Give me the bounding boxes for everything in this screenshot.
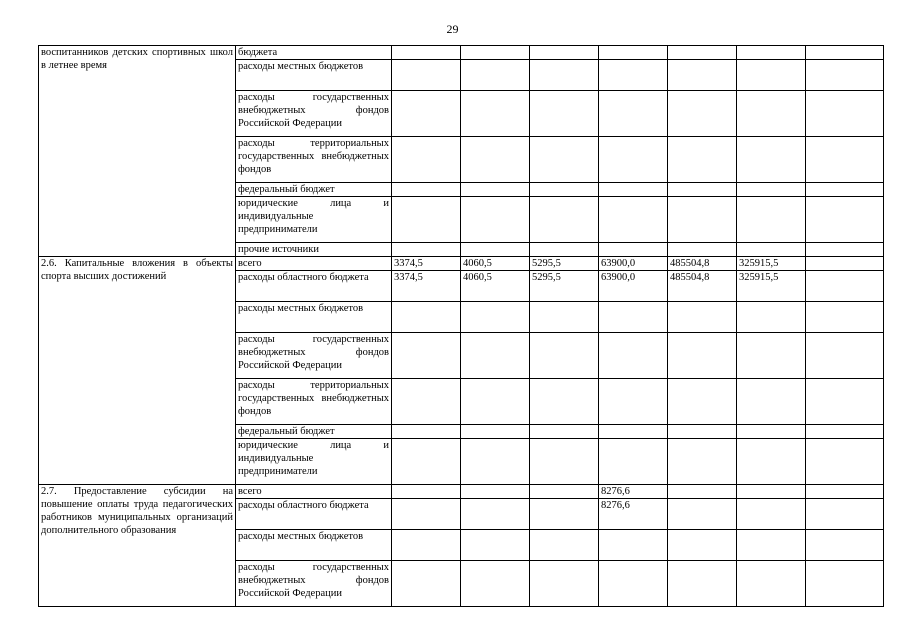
value-cell [530, 183, 599, 197]
value-cell [806, 137, 884, 183]
value-cell: 3374,5 [392, 271, 461, 302]
value-cell: 8276,6 [599, 499, 668, 530]
value-cell [530, 302, 599, 333]
value-cell [806, 91, 884, 137]
funding-source-cell: расходы местных бюджетов [236, 530, 392, 561]
value-cell [461, 439, 530, 485]
value-cell [806, 46, 884, 60]
value-cell [392, 91, 461, 137]
value-cell: 325915,5 [737, 271, 806, 302]
value-cell [806, 60, 884, 91]
value-cell [530, 197, 599, 243]
value-cell [737, 530, 806, 561]
value-cell [668, 425, 737, 439]
value-cell [530, 60, 599, 91]
value-cell [461, 530, 530, 561]
funding-source-cell: расходы государственных внебюджетных фондов Российской Федерации [236, 333, 392, 379]
funding-source-cell: всего [236, 485, 392, 499]
value-cell [737, 60, 806, 91]
funding-source-cell: бюджета [236, 46, 392, 60]
value-cell [530, 439, 599, 485]
value-cell [806, 499, 884, 530]
value-cell [737, 197, 806, 243]
value-cell [806, 243, 884, 257]
value-cell [599, 60, 668, 91]
funding-source-cell: расходы государственных внебюджетных фондов Российской Федерации [236, 91, 392, 137]
value-cell [461, 197, 530, 243]
value-cell [599, 197, 668, 243]
funding-source-cell: всего [236, 257, 392, 271]
value-cell [737, 379, 806, 425]
value-cell [530, 91, 599, 137]
value-cell [599, 91, 668, 137]
table-row [39, 257, 884, 271]
value-cell [599, 530, 668, 561]
value-cell [392, 46, 461, 60]
value-cell [806, 561, 884, 607]
value-cell [737, 561, 806, 607]
value-cell: 485504,8 [668, 257, 737, 271]
page-number: 29 [446, 22, 459, 36]
value-cell [530, 485, 599, 499]
budget-table [38, 45, 884, 607]
value-cell [461, 243, 530, 257]
value-cell [461, 379, 530, 425]
value-cell [806, 197, 884, 243]
value-cell [530, 137, 599, 183]
value-cell [530, 530, 599, 561]
value-cell [530, 499, 599, 530]
value-cell [668, 530, 737, 561]
value-cell [599, 302, 668, 333]
value-cell [737, 183, 806, 197]
value-cell [806, 271, 884, 302]
value-cell [530, 561, 599, 607]
value-cell [737, 243, 806, 257]
value-cell [392, 485, 461, 499]
value-cell [737, 485, 806, 499]
funding-source-cell: прочие источники [236, 243, 392, 257]
value-cell [392, 425, 461, 439]
value-cell [668, 46, 737, 60]
value-cell: 4060,5 [461, 257, 530, 271]
value-cell [806, 379, 884, 425]
value-cell [668, 60, 737, 91]
value-cell [392, 333, 461, 379]
value-cell [392, 197, 461, 243]
value-cell: 3374,5 [392, 257, 461, 271]
value-cell [599, 333, 668, 379]
measure-cell: 2.6. Капитальные вложения в объекты спорта высших достижений [39, 257, 236, 485]
value-cell [806, 302, 884, 333]
value-cell [530, 46, 599, 60]
value-cell: 8276,6 [599, 485, 668, 499]
value-cell [668, 197, 737, 243]
funding-source-cell: расходы местных бюджетов [236, 60, 392, 91]
value-cell [668, 333, 737, 379]
value-cell [806, 439, 884, 485]
funding-source-cell: расходы областного бюджета [236, 271, 392, 302]
value-cell [461, 183, 530, 197]
value-cell [668, 485, 737, 499]
value-cell [461, 46, 530, 60]
table-row [39, 46, 884, 60]
measure-cell: воспитанников детских спортивных школ в летнее время [39, 46, 236, 257]
value-cell [737, 499, 806, 530]
funding-source-cell: расходы государственных внебюджетных фондов Российской Федерации [236, 561, 392, 607]
value-cell [392, 561, 461, 607]
funding-source-cell: расходы территориальных государственных внебюджетных фондов [236, 137, 392, 183]
value-cell [668, 499, 737, 530]
value-cell [461, 425, 530, 439]
funding-source-cell: расходы территориальных государственных внебюджетных фондов [236, 379, 392, 425]
value-cell [530, 379, 599, 425]
value-cell [461, 137, 530, 183]
funding-source-cell: юридические лица и индивидуальные предприниматели [236, 197, 392, 243]
value-cell [737, 439, 806, 485]
value-cell [806, 183, 884, 197]
value-cell [737, 425, 806, 439]
value-cell [668, 137, 737, 183]
funding-source-cell: расходы областного бюджета [236, 499, 392, 530]
value-cell [392, 137, 461, 183]
value-cell [461, 60, 530, 91]
value-cell [668, 243, 737, 257]
funding-source-cell: федеральный бюджет [236, 183, 392, 197]
value-cell [461, 499, 530, 530]
value-cell [530, 333, 599, 379]
value-cell: 4060,5 [461, 271, 530, 302]
value-cell [392, 183, 461, 197]
value-cell [392, 302, 461, 333]
measure-cell: 2.7. Предоставление субсидии на повышение оплаты труда педагогических работников муниципальных организаций дополнительного образования [39, 485, 236, 607]
value-cell: 5295,5 [530, 257, 599, 271]
funding-source-cell: юридические лица и индивидуальные предприниматели [236, 439, 392, 485]
value-cell: 485504,8 [668, 271, 737, 302]
value-cell [461, 333, 530, 379]
value-cell [392, 439, 461, 485]
value-cell [806, 425, 884, 439]
funding-source-cell: федеральный бюджет [236, 425, 392, 439]
table-body [39, 46, 884, 607]
value-cell [806, 485, 884, 499]
value-cell [668, 439, 737, 485]
value-cell: 63900,0 [599, 271, 668, 302]
value-cell: 325915,5 [737, 257, 806, 271]
value-cell [461, 302, 530, 333]
value-cell [599, 379, 668, 425]
funding-source-cell: расходы местных бюджетов [236, 302, 392, 333]
value-cell [599, 137, 668, 183]
value-cell [530, 425, 599, 439]
value-cell [530, 243, 599, 257]
value-cell [461, 91, 530, 137]
value-cell: 63900,0 [599, 257, 668, 271]
value-cell [806, 530, 884, 561]
value-cell [392, 499, 461, 530]
value-cell [599, 425, 668, 439]
value-cell [392, 243, 461, 257]
value-cell [461, 485, 530, 499]
value-cell [599, 46, 668, 60]
value-cell [737, 91, 806, 137]
value-cell [737, 137, 806, 183]
value-cell [392, 530, 461, 561]
value-cell [392, 379, 461, 425]
value-cell [737, 46, 806, 60]
value-cell [668, 561, 737, 607]
value-cell [737, 333, 806, 379]
table-row [39, 485, 884, 499]
value-cell [668, 183, 737, 197]
value-cell: 5295,5 [530, 271, 599, 302]
value-cell [806, 257, 884, 271]
value-cell [806, 333, 884, 379]
value-cell [599, 243, 668, 257]
value-cell [668, 302, 737, 333]
value-cell [668, 91, 737, 137]
value-cell [668, 379, 737, 425]
value-cell [599, 183, 668, 197]
value-cell [461, 561, 530, 607]
value-cell [392, 60, 461, 91]
value-cell [599, 439, 668, 485]
value-cell [737, 302, 806, 333]
value-cell [599, 561, 668, 607]
